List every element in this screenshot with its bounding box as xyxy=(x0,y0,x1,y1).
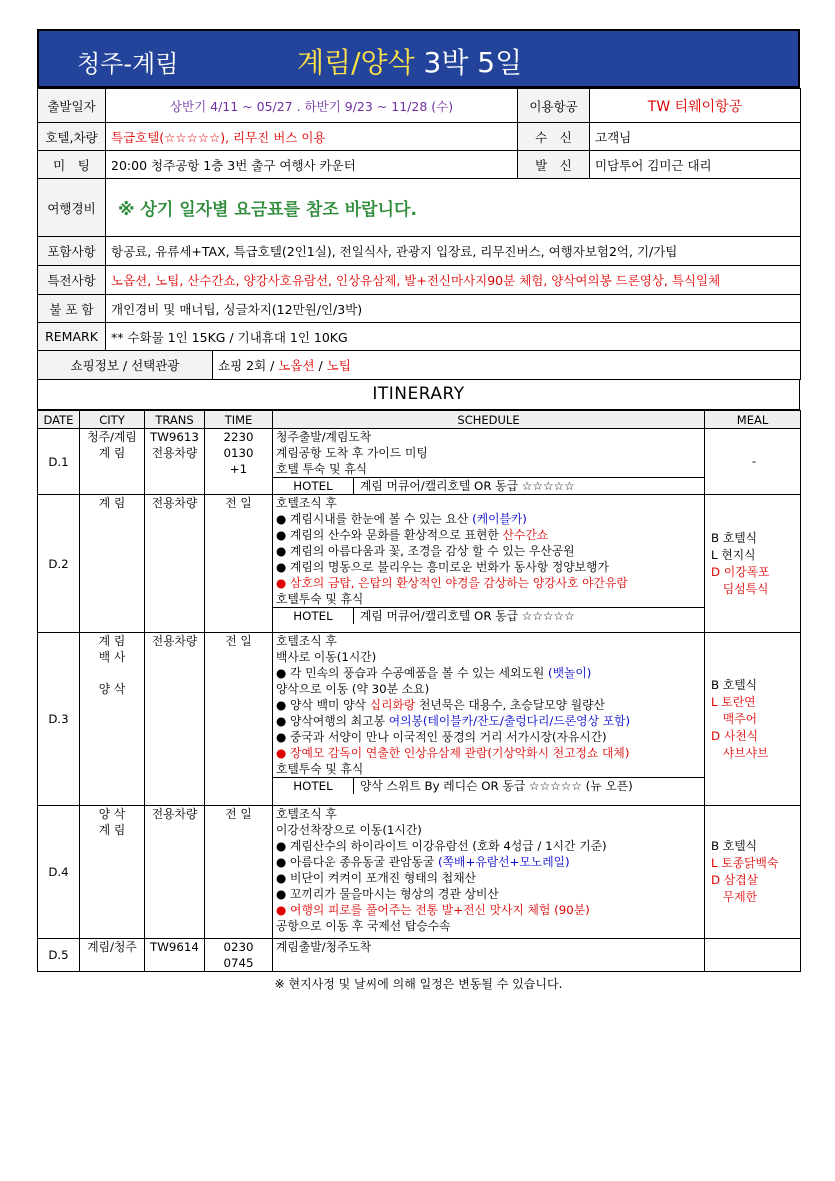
day-trans-line: TW9614 xyxy=(150,940,199,954)
schedule-line xyxy=(276,461,701,477)
schedule-line xyxy=(276,559,701,575)
to-label: 수 신 xyxy=(518,123,590,151)
day-city-line: 양 삭 xyxy=(98,807,126,821)
meeting-row xyxy=(38,151,801,179)
hotel-row xyxy=(273,477,704,494)
day-date: D.3 xyxy=(38,633,80,806)
schedule-line xyxy=(276,838,701,854)
day-city-line xyxy=(83,665,141,681)
day-time xyxy=(205,939,273,972)
day-schedule xyxy=(273,633,705,806)
remark-value: ** 수화물 1인 15KG / 기내휴대 1인 10KG xyxy=(106,323,801,351)
cost-value: ※ 상기 일자별 요금표를 참조 바랍니다. xyxy=(106,179,801,237)
hotel-label: HOTEL xyxy=(273,778,354,794)
schedule-line xyxy=(276,527,701,543)
title-banner xyxy=(37,29,800,88)
day-time-line: 0745 xyxy=(223,956,254,970)
header-meal: MEAL xyxy=(705,411,801,429)
day-city-line: 계 림 xyxy=(98,634,126,648)
day-time-line: 전 일 xyxy=(225,634,252,648)
airline-label: 이용항공 xyxy=(518,89,590,123)
meal-line: L 토종닭백숙 xyxy=(711,856,779,870)
meal-line: - xyxy=(751,454,757,468)
exclude-row xyxy=(38,295,801,323)
schedule-text: ● 아름다운 종유동굴 관암동굴 xyxy=(276,855,439,869)
meal-line: L 현지식 xyxy=(711,547,756,562)
include-value: 항공료, 유류세+TAX, 특급호텔(2인1실), 전일식사, 관광지 입장료, 리무진버스, 여행자보험2억, 기/가팁 xyxy=(106,237,801,266)
header-trans: TRANS xyxy=(145,411,205,429)
schedule-text: (뱃놀이) xyxy=(547,666,592,680)
schedule-text: ● 양삭 백미 양삭 xyxy=(276,698,370,712)
schedule-line xyxy=(276,511,701,527)
schedule-line xyxy=(276,854,701,870)
schedule-line xyxy=(276,649,701,665)
day-time-line: 전 일 xyxy=(225,807,252,821)
schedule-text: 산수간쇼 xyxy=(502,528,549,542)
day-city-line: 청주/계림 xyxy=(87,430,137,444)
day-trans xyxy=(145,429,205,495)
day-trans xyxy=(145,495,205,633)
itinerary-day-row xyxy=(38,939,801,972)
hotel-label: HOTEL xyxy=(273,608,354,624)
schedule-text: 여의봉(테이블카/잔도/출렁다리/드론영상 포함) xyxy=(388,714,631,728)
meal-line: 맥주어 xyxy=(711,711,757,726)
schedule-line xyxy=(276,543,701,559)
schedule-line xyxy=(276,870,701,886)
day-time xyxy=(205,633,273,806)
schedule-line xyxy=(276,822,701,838)
hotel-name: 양삭 스위트 By 레디슨 OR 동급 ☆☆☆☆☆ (뉴 오픈) xyxy=(360,779,633,793)
schedule-text: 호텔조식 후 xyxy=(276,634,337,648)
schedule-text: ● 삼호의 금탑, 은탑의 환상적인 야경을 감상하는 양강사호 야간유람 xyxy=(276,576,628,590)
hotel-name: 계림 머큐어/캘리호텔 OR 동급 ☆☆☆☆☆ xyxy=(360,479,575,493)
shopping-no-option: 노옵션 xyxy=(278,358,315,373)
itinerary-table xyxy=(37,410,801,972)
footnote: ※ 현지사정 및 날씨에 의해 일정은 변동될 수 있습니다. xyxy=(274,977,563,991)
day-date: D.5 xyxy=(38,939,80,972)
day-schedule xyxy=(273,429,705,495)
exclude-value: 개인경비 및 매너팁, 싱글차지(12만원/인/3박) xyxy=(106,295,801,323)
day-time-line: +1 xyxy=(229,462,248,476)
day-schedule xyxy=(273,495,705,633)
day-city-line: 계 림 xyxy=(98,823,126,837)
day-time-line: 0130 xyxy=(223,446,254,460)
day-city xyxy=(80,495,145,633)
meal-line: 무제한 xyxy=(711,890,757,904)
from-label: 발 신 xyxy=(518,151,590,179)
schedule-line xyxy=(276,445,701,461)
meeting-value: 20:00 청주공항 1층 3번 출구 여행사 카운터 xyxy=(106,151,518,179)
meeting-label: 미 팅 xyxy=(38,151,106,179)
to-value: 고객님 xyxy=(590,123,801,151)
meal-line: D 삼겹살 xyxy=(711,873,759,887)
meal-line: B 호텔식 xyxy=(711,839,758,853)
from-value: 미담투어 김미근 대리 xyxy=(590,151,801,179)
day-date: D.1 xyxy=(38,429,80,495)
meal-line: D 사천식 xyxy=(711,728,759,743)
hotel-label: 호텔,차량 xyxy=(38,123,106,151)
day-city xyxy=(80,806,145,939)
tour-title xyxy=(297,41,522,81)
itinerary-sheet xyxy=(37,29,800,992)
schedule-text: 호텔 투숙 및 휴식 xyxy=(276,462,368,476)
day-trans xyxy=(145,806,205,939)
airline-value: TW 티웨이항공 xyxy=(590,89,801,123)
itinerary-header-row xyxy=(38,411,801,429)
shopping-no-tip: 노팁 xyxy=(326,358,351,373)
hotel-row xyxy=(38,123,801,151)
schedule-line xyxy=(276,575,701,591)
day-trans-line: 전용차량 xyxy=(151,496,198,510)
special-value: 노옵션, 노팁, 산수간쇼, 양강사호유람선, 인상유삼제, 발+전신마사지90분 체험, 양삭여의봉 드론영상, 특식일체 xyxy=(106,266,801,295)
day-trans-line: 전용차량 xyxy=(151,634,198,648)
itinerary-day-row xyxy=(38,495,801,633)
special-label: 특전사항 xyxy=(38,266,106,295)
day-time xyxy=(205,495,273,633)
day-city-line: 계림/청주 xyxy=(87,940,137,954)
header-schedule: SCHEDULE xyxy=(273,411,705,429)
day-city xyxy=(80,939,145,972)
departure-label: 출발일자 xyxy=(38,89,106,123)
shopping-value xyxy=(213,351,801,380)
info-table xyxy=(37,88,801,351)
itinerary-day-row xyxy=(38,633,801,806)
day-meal xyxy=(705,939,801,972)
day-meal xyxy=(705,495,801,633)
shopping-row xyxy=(38,351,801,380)
include-row xyxy=(38,237,801,266)
hotel-row xyxy=(273,777,704,794)
day-time-line: 2230 xyxy=(223,430,254,444)
hotel-label: HOTEL xyxy=(273,478,354,494)
day-city-line: 백 사 xyxy=(98,650,126,664)
hotel-row xyxy=(273,607,704,624)
schedule-text: ● 꼬끼리가 물을마시는 형상의 경관 상비산 xyxy=(276,887,499,901)
day-time xyxy=(205,806,273,939)
header-city: CITY xyxy=(80,411,145,429)
day-time-line: 0230 xyxy=(223,940,254,954)
meal-line: 샤브샤브 xyxy=(711,745,769,760)
departure-row xyxy=(38,89,801,123)
schedule-text: 계림공항 도착 후 가이드 미팅 xyxy=(276,446,428,460)
cost-label: 여행경비 xyxy=(38,179,106,237)
remark-label: REMARK xyxy=(38,323,106,351)
meal-line: B 호텔식 xyxy=(711,530,758,545)
exclude-label: 불 포 함 xyxy=(38,295,106,323)
schedule-text: 호텔투숙 및 휴식 xyxy=(276,762,364,776)
schedule-text: 백사로 이동(1시간) xyxy=(276,650,377,664)
schedule-text: 십리화랑 xyxy=(369,698,416,712)
tour-title-duration: 3박 5일 xyxy=(423,46,523,79)
hotel-value: 특급호텔(☆☆☆☆☆), 리무진 버스 이용 xyxy=(106,123,518,151)
schedule-text: 공항으로 이동 후 국제선 탑승수속 xyxy=(276,919,451,933)
itinerary-title: ITINERARY xyxy=(37,380,800,410)
schedule-line xyxy=(276,713,701,729)
shopping-separator: / xyxy=(318,358,323,373)
schedule-line xyxy=(276,939,701,955)
day-meal xyxy=(705,633,801,806)
schedule-text: (케이블카) xyxy=(472,512,527,526)
schedule-line xyxy=(276,697,701,713)
schedule-text: 이강선착장으로 이동(1시간) xyxy=(276,823,422,837)
itinerary-day-row xyxy=(38,429,801,495)
day-time xyxy=(205,429,273,495)
day-city-line: 계 림 xyxy=(98,496,126,510)
route-title: 청주-계림 xyxy=(77,50,179,78)
schedule-line xyxy=(276,902,701,918)
schedule-text: ● 비단이 켜켜이 포개진 형태의 첩채산 xyxy=(276,871,476,885)
hotel-name: 계림 머큐어/캘리호텔 OR 동급 ☆☆☆☆☆ xyxy=(360,609,575,623)
schedule-text: ● 계림산수의 하이라이트 이강유람선 (호화 4성급 / 1시간 기준) xyxy=(276,839,607,853)
day-city-line: 계 림 xyxy=(98,446,126,460)
schedule-text: 청주출발/계림도착 xyxy=(276,430,372,444)
schedule-text: 호텔투숙 및 휴식 xyxy=(276,592,364,606)
meal-line: 딤섬특식 xyxy=(711,581,769,596)
day-trans-line: 전용차량 xyxy=(151,446,198,460)
schedule-line xyxy=(276,665,701,681)
itinerary-day-row xyxy=(38,806,801,939)
schedule-text: ● 계림의 산수와 문화를 환상적으로 표현한 xyxy=(276,528,503,542)
header-date: DATE xyxy=(38,411,80,429)
day-trans xyxy=(145,939,205,972)
schedule-text: ● 여행의 피로를 풀어주는 전통 발+전신 맛사지 체험 (90분) xyxy=(276,903,590,917)
day-time-line: 전 일 xyxy=(225,496,252,510)
schedule-line xyxy=(276,918,701,934)
day-date: D.2 xyxy=(38,495,80,633)
schedule-line xyxy=(276,429,701,445)
day-trans xyxy=(145,633,205,806)
day-schedule xyxy=(273,939,705,972)
meal-line: B 호텔식 xyxy=(711,677,758,692)
day-city xyxy=(80,429,145,495)
day-city-line: 양 삭 xyxy=(98,682,126,696)
day-trans-line: 전용차량 xyxy=(151,807,198,821)
schedule-text: ● 양삭여행의 최고봉 xyxy=(276,714,389,728)
schedule-text: 호텔조식 후 xyxy=(276,807,337,821)
schedule-text: 호텔조식 후 xyxy=(276,496,337,510)
remark-row xyxy=(38,323,801,351)
shopping-table xyxy=(37,350,801,380)
schedule-text: ● 계림의 아름다움과 꽃, 조경을 감상 할 수 있는 우산공원 xyxy=(276,544,575,558)
schedule-line xyxy=(276,633,701,649)
schedule-text: ● 각 민속의 풍습과 수공예품을 볼 수 있는 세외도원 xyxy=(276,666,548,680)
schedule-text: ● 중국과 서양이 만나 이국적인 풍경의 거리 서가시장(자유시간) xyxy=(276,730,607,744)
schedule-text: 천년묵은 대용수, 초승달모양 월량산 xyxy=(415,698,605,712)
day-date: D.4 xyxy=(38,806,80,939)
day-meal xyxy=(705,806,801,939)
shopping-label: 쇼핑정보 / 선택관광 xyxy=(38,351,213,380)
schedule-text: 양삭으로 이동 (약 30분 소요) xyxy=(276,682,430,696)
include-label: 포함사항 xyxy=(38,237,106,266)
cost-row xyxy=(38,179,801,237)
schedule-line xyxy=(276,729,701,745)
header-time: TIME xyxy=(205,411,273,429)
schedule-line xyxy=(276,761,701,777)
schedule-text: ● 계림의 명동으로 불리우는 흥미로운 번화가 동사항 정양보행가 xyxy=(276,560,609,574)
schedule-line xyxy=(276,591,701,607)
schedule-text: ● 계림시내를 한눈에 볼 수 있는 요산 xyxy=(276,512,473,526)
departure-value: 상반기 4/11 ~ 05/27 . 하반기 9/23 ~ 11/28 (수) xyxy=(106,89,518,123)
schedule-text: 계림출발/청주도착 xyxy=(276,940,372,954)
schedule-line xyxy=(276,745,701,761)
schedule-text: (쪽배+유람선+모노레일) xyxy=(438,855,570,869)
schedule-line xyxy=(276,806,701,822)
day-meal xyxy=(705,429,801,495)
tour-title-highlight: 계림/양삭 xyxy=(297,46,415,79)
schedule-line xyxy=(276,495,701,511)
day-trans-line: TW9613 xyxy=(150,430,199,444)
meal-line: L 토란연 xyxy=(711,694,756,709)
shopping-count: 쇼핑 2회 / xyxy=(218,358,275,373)
day-schedule xyxy=(273,806,705,939)
schedule-line xyxy=(276,681,701,697)
day-city xyxy=(80,633,145,806)
schedule-line xyxy=(276,886,701,902)
schedule-text: ● 장예모 감독이 연출한 인상유삼제 관람(기상악화시 천고정쇼 대체) xyxy=(276,746,630,760)
meal-line: D 이강폭포 xyxy=(711,564,770,579)
special-row xyxy=(38,266,801,295)
